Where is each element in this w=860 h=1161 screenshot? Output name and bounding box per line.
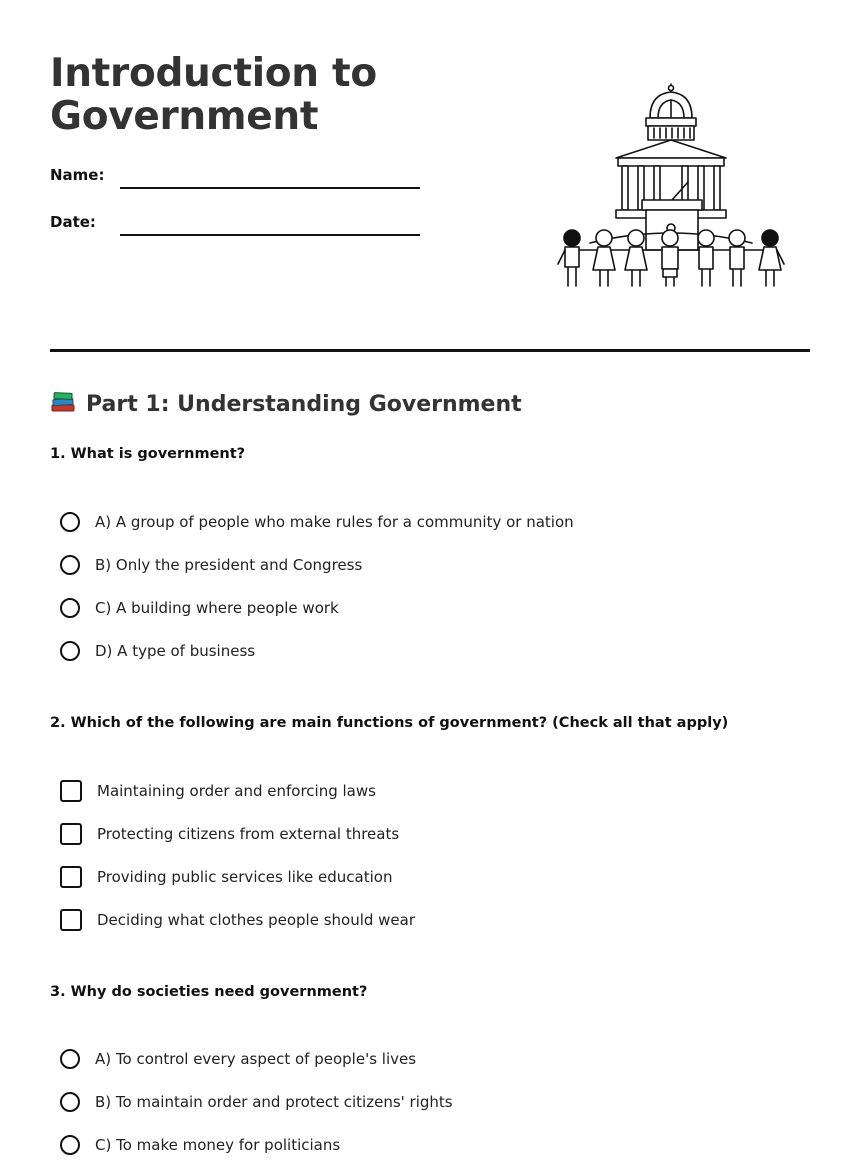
q2-option-4[interactable] [60,907,415,933]
name-label: Name: [50,166,105,184]
option-label: D) A type of business [95,642,256,660]
option-label: Providing public services like education [97,868,393,886]
option-label: Protecting citizens from external threats [97,825,400,843]
q2-option-2[interactable] [60,821,399,847]
checkbox[interactable] [60,823,82,845]
option-label: B) To maintain order and protect citizens' rights [95,1093,453,1111]
q1-option-c[interactable] [60,595,339,621]
radio-button[interactable] [60,1135,80,1155]
option-label: C) To make money for politicians [95,1136,341,1154]
name-field [50,166,430,196]
radio-button[interactable] [60,1049,80,1069]
option-label: C) A building where people work [95,599,339,617]
government-building-with-children-icon [550,78,790,318]
option-label: A) To control every aspect of people's lives [95,1050,417,1068]
page-title: Introduction to Government [50,51,377,139]
q1-option-b[interactable] [60,552,362,578]
name-input-line[interactable] [120,187,420,189]
option-label: A) A group of people who make rules for a community or nation [95,513,574,531]
q3-option-b[interactable] [60,1089,453,1115]
q1-option-a[interactable] [60,509,574,535]
books-icon [50,388,76,420]
question-2: 2. Which of the following are main functions of government? (Check all that apply) [50,715,729,731]
question-3: 3. Why do societies need government? [50,984,368,1000]
q3-option-c[interactable] [60,1132,340,1158]
checkbox[interactable] [60,866,82,888]
question-1: 1. What is government? [50,446,246,462]
section-title-text: Part 1: Understanding Government [86,391,522,417]
radio-button[interactable] [60,555,80,575]
option-label: Maintaining order and enforcing laws [97,782,376,800]
option-label: B) Only the president and Congress [95,556,363,574]
radio-button[interactable] [60,641,80,661]
q2-option-1[interactable] [60,778,376,804]
date-input-line[interactable] [120,234,420,236]
radio-button[interactable] [60,1092,80,1112]
q1-option-d[interactable] [60,638,255,664]
q3-option-a[interactable] [60,1046,416,1072]
date-label: Date: [50,213,96,231]
header-divider [50,349,810,352]
radio-button[interactable] [60,598,80,618]
checkbox[interactable] [60,780,82,802]
option-label: Deciding what clothes people should wear [97,911,416,929]
checkbox[interactable] [60,909,82,931]
radio-button[interactable] [60,512,80,532]
section-title-part1 [50,388,522,420]
date-field [50,213,430,243]
q2-option-3[interactable] [60,864,392,890]
